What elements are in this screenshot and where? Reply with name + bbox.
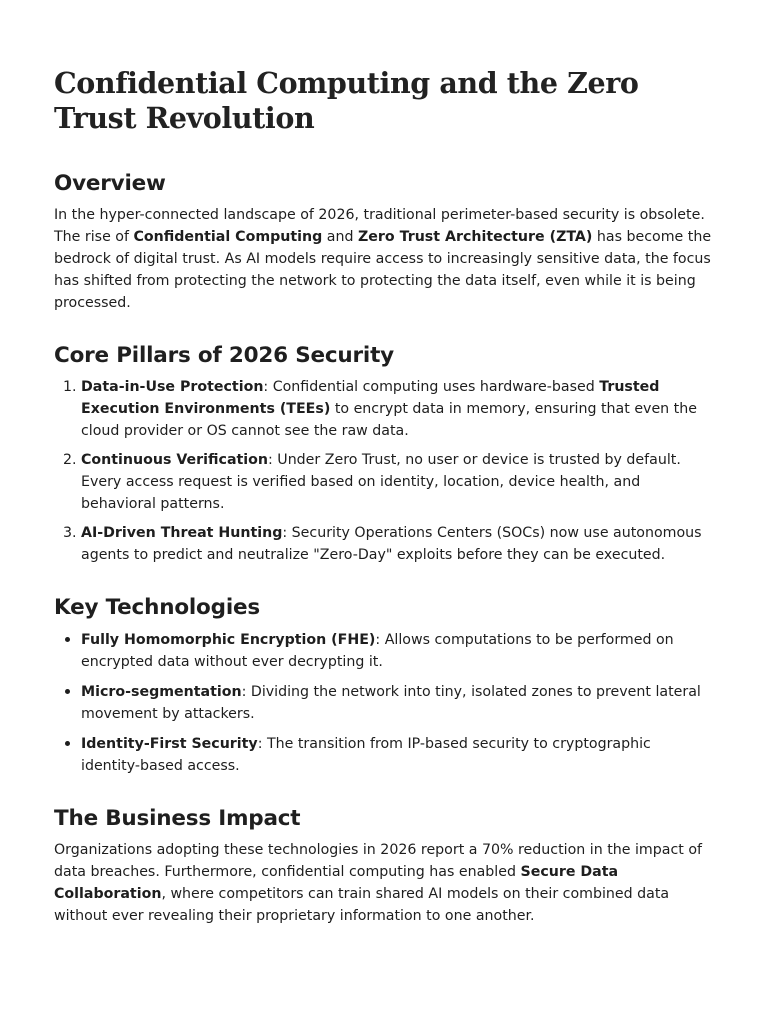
impact-paragraph: [54, 839, 714, 927]
list-item: [81, 628, 714, 673]
list-item: [81, 522, 714, 566]
pillar-text: to encrypt data in memory, ensuring that even the cloud provider or OS cannot see the raw data.: [81, 401, 697, 439]
overview-text-2: and: [322, 229, 358, 245]
technology-term: Micro-segmentation: [81, 684, 242, 700]
technologies-list: [54, 628, 714, 777]
pillar-text: : Under Zero Trust, no user or device is trusted by default. Every access request is verified based on identity, location, device health, and behavioral patterns.: [81, 452, 681, 512]
document-page: [54, 66, 714, 955]
pillar-term: Data-in-Use Protection: [81, 379, 264, 395]
technology-text: : Allows computations to be performed on encrypted data without ever decrypting it.: [81, 632, 674, 670]
list-item: [81, 732, 714, 777]
pillar-term: AI-Driven Threat Hunting: [81, 525, 283, 541]
overview-paragraph: [54, 204, 714, 314]
overview-bold-2: Zero Trust Architecture (ZTA): [358, 229, 593, 245]
pillar-bold: Trusted Execution Environments (TEEs): [81, 379, 660, 417]
technology-term: Identity-First Security: [81, 736, 258, 752]
overview-heading: Overview: [54, 171, 166, 196]
impact-heading: The Business Impact: [54, 806, 301, 831]
pillars-section: [54, 342, 714, 566]
impact-section: [54, 805, 714, 927]
list-item: [81, 376, 714, 442]
pillar-text: : Confidential computing uses hardware-based: [263, 379, 600, 395]
impact-text-1: Organizations adopting these technologies in 2026 report a 70% reduction in the impact of data breaches. Furthermore, confidential computing has enabled: [54, 842, 702, 880]
overview-section: [54, 170, 714, 314]
page-title: Confidential Computing and the Zero Trust Revolution: [54, 66, 639, 135]
technologies-section: [54, 594, 714, 777]
pillar-text: : Security Operations Centers (SOCs) now use autonomous agents to predict and neutralize "Zero-Day" exploits before they can be executed.: [81, 525, 702, 563]
overview-text-1: In the hyper-connected landscape of 2026, traditional perimeter-based security is obsolete. The rise of: [54, 207, 705, 245]
pillar-term: Continuous Verification: [81, 452, 269, 468]
overview-bold-1: Confidential Computing: [133, 229, 323, 245]
technology-text: : The transition from IP-based security to cryptographic identity-based access.: [81, 736, 651, 774]
impact-text-2: , where competitors can train shared AI models on their combined data without ever revealing their proprietary information to one another.: [54, 886, 670, 924]
list-item: [81, 680, 714, 725]
technology-term: Fully Homomorphic Encryption (FHE): [81, 632, 376, 648]
overview-text-3: has become the bedrock of digital trust. As AI models require access to increasingly sensitive data, the focus has shifted from protecting the network to protecting the data itself, even while it is being processed.: [54, 229, 712, 311]
pillars-heading: Core Pillars of 2026 Security: [54, 343, 394, 368]
technology-text: : Dividing the network into tiny, isolated zones to prevent lateral movement by attackers.: [81, 684, 701, 722]
technologies-heading: Key Technologies: [54, 595, 260, 620]
pillars-list: [54, 376, 714, 566]
list-item: [81, 449, 714, 515]
impact-bold-1: Secure Data Collaboration: [54, 864, 619, 902]
